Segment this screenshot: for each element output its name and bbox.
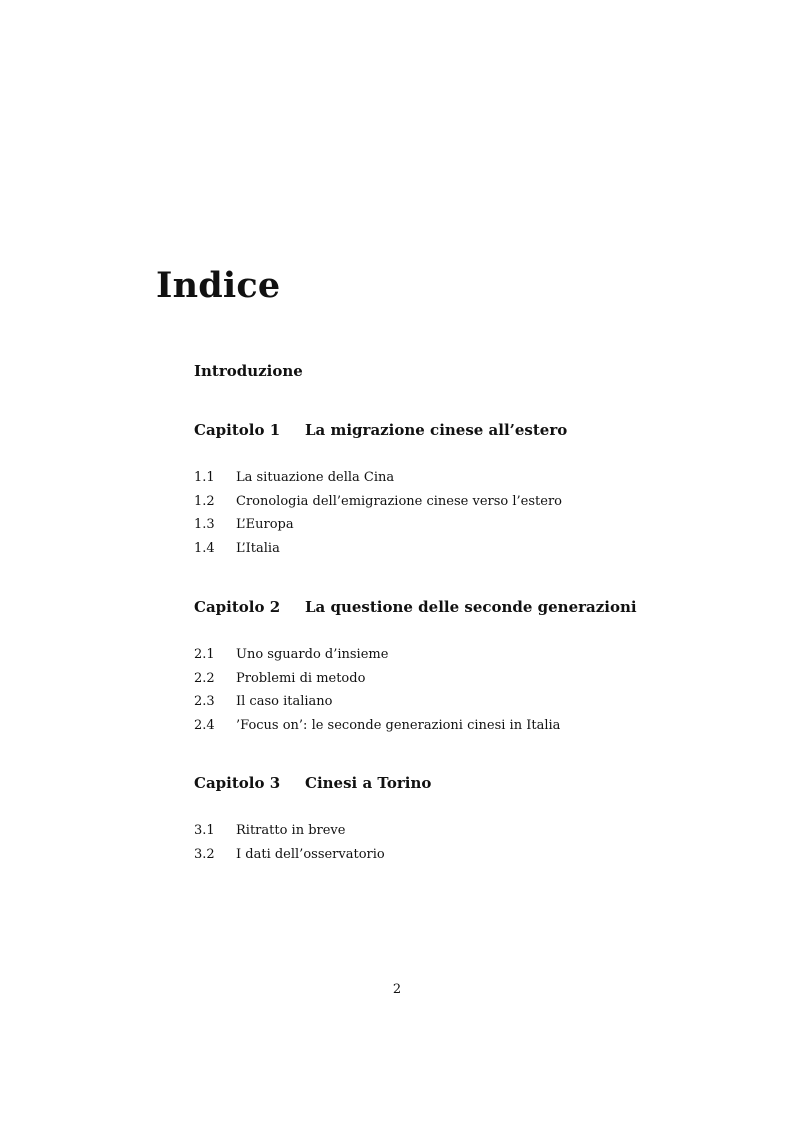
chapter-title: La questione delle seconde generazioni <box>305 598 637 616</box>
section-number: 2.4 <box>194 717 215 733</box>
section-title: ’Focus on’: le seconde generazioni cinesi in Italia <box>236 717 561 733</box>
section-title: Cronologia dell’emigrazione cinese verso l’estero <box>236 493 562 509</box>
chapter-heading-1 <box>194 423 754 438</box>
chapter-number: Capitolo 2 <box>194 598 281 616</box>
chapter-heading-3 <box>194 776 754 791</box>
section-title: Il caso italiano <box>236 694 333 710</box>
section-list-chapter-3 <box>194 824 754 871</box>
section-number: 1.3 <box>194 517 215 533</box>
section-title: L’Europa <box>236 517 294 533</box>
section-number: 2.2 <box>194 670 215 686</box>
toc-section <box>194 719 754 743</box>
toc-section <box>194 672 754 696</box>
section-number: 3.2 <box>194 846 215 862</box>
chapter-number: Capitolo 3 <box>194 774 281 792</box>
section-title: La situazione della Cina <box>236 470 395 485</box>
page-number: 2 <box>392 982 402 997</box>
page-title: Indice <box>156 265 281 306</box>
section-title: I dati dell’osservatorio <box>236 846 385 862</box>
section-number: 1.4 <box>194 540 215 556</box>
toc-section <box>194 648 754 672</box>
section-number: 1.1 <box>194 470 215 485</box>
chapter-heading-2 <box>194 600 754 615</box>
toc-section <box>194 695 754 719</box>
section-number: 2.1 <box>194 647 215 662</box>
section-number: 3.1 <box>194 823 215 838</box>
section-title: Ritratto in breve <box>236 823 346 838</box>
toc-section <box>194 542 754 566</box>
chapter-title: La migrazione cinese all’estero <box>305 421 568 439</box>
toc-section <box>194 824 754 848</box>
chapter-number: Capitolo 1 <box>194 421 281 439</box>
toc-section <box>194 495 754 519</box>
section-title: Problemi di metodo <box>236 670 366 686</box>
section-list-chapter-1 <box>194 471 754 565</box>
chapter-title: Cinesi a Torino <box>305 774 432 792</box>
toc-section <box>194 518 754 542</box>
section-number: 2.3 <box>194 694 215 710</box>
section-title: Uno sguardo d’insieme <box>236 647 389 662</box>
section-title: L’Italia <box>236 540 280 556</box>
toc-section <box>194 471 754 495</box>
toc-section <box>194 848 754 872</box>
section-number: 1.2 <box>194 493 215 509</box>
section-list-chapter-2 <box>194 648 754 742</box>
toc-introduction: Introduzione <box>194 362 303 380</box>
